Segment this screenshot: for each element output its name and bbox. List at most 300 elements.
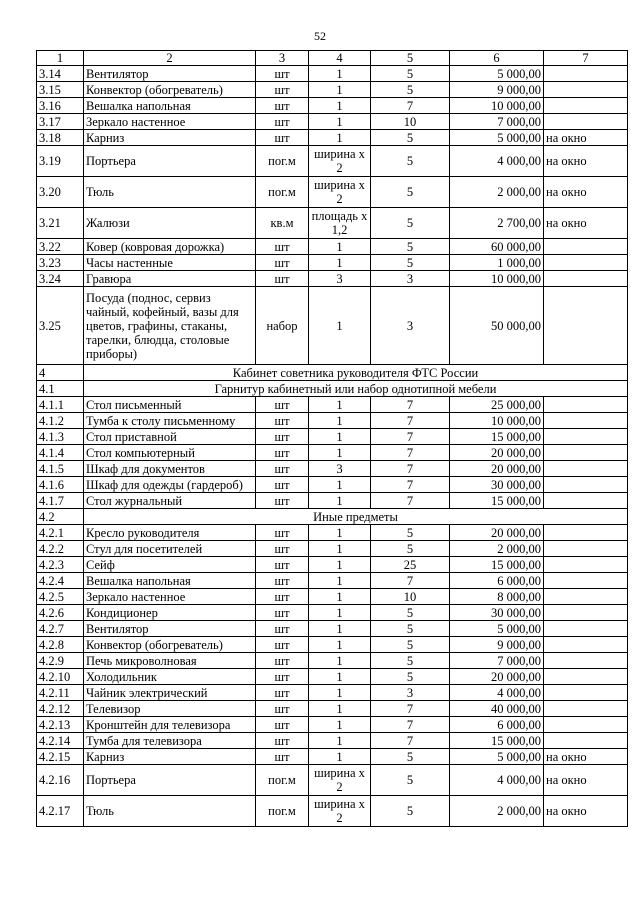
section-title-cell: Кабинет советника руководителя ФТС России bbox=[84, 365, 628, 381]
table-row bbox=[37, 82, 628, 98]
item-name-cell: Конвектор (обогреватель) bbox=[84, 637, 256, 653]
item-name-cell: Кресло руководителя bbox=[84, 525, 256, 541]
table-row bbox=[37, 717, 628, 733]
item-name-cell: Шкаф для одежды (гардероб) bbox=[84, 477, 256, 493]
note-cell bbox=[544, 685, 628, 701]
quantity-cell: 1 bbox=[309, 749, 371, 765]
note-cell bbox=[544, 461, 628, 477]
unit-cell: шт bbox=[256, 637, 309, 653]
item-number-cell: 3.16 bbox=[37, 98, 84, 114]
price-cell: 5 000,00 bbox=[450, 621, 544, 637]
table-row bbox=[37, 557, 628, 573]
item-number-cell: 4.2.8 bbox=[37, 637, 84, 653]
item-number-cell: 3.17 bbox=[37, 114, 84, 130]
item-name-cell: Стол журнальный bbox=[84, 493, 256, 509]
unit-cell: шт bbox=[256, 239, 309, 255]
note-cell: на окно bbox=[544, 796, 628, 827]
note-cell bbox=[544, 541, 628, 557]
quantity-cell: 3 bbox=[309, 271, 371, 287]
item-number-cell: 3.14 bbox=[37, 66, 84, 82]
note-cell bbox=[544, 98, 628, 114]
item-number-cell: 4.2.12 bbox=[37, 701, 84, 717]
quantity-cell: 1 bbox=[309, 557, 371, 573]
term-cell: 7 bbox=[371, 98, 450, 114]
price-cell: 25 000,00 bbox=[450, 397, 544, 413]
unit-cell: шт bbox=[256, 477, 309, 493]
quantity-cell: 1 bbox=[309, 701, 371, 717]
unit-cell: шт bbox=[256, 255, 309, 271]
quantity-cell: 1 bbox=[309, 429, 371, 445]
item-number-cell: 4.2.6 bbox=[37, 605, 84, 621]
price-cell: 30 000,00 bbox=[450, 605, 544, 621]
section-title-cell: Иные предметы bbox=[84, 509, 628, 525]
price-cell: 1 000,00 bbox=[450, 255, 544, 271]
term-cell: 10 bbox=[371, 589, 450, 605]
table-row bbox=[37, 66, 628, 82]
unit-cell: шт bbox=[256, 413, 309, 429]
section-number-cell: 4 bbox=[37, 365, 84, 381]
item-name-cell: Конвектор (обогреватель) bbox=[84, 82, 256, 98]
price-cell: 20 000,00 bbox=[450, 525, 544, 541]
item-number-cell: 4.2.11 bbox=[37, 685, 84, 701]
item-number-cell: 4.1.5 bbox=[37, 461, 84, 477]
table-row bbox=[37, 445, 628, 461]
unit-cell: набор bbox=[256, 287, 309, 365]
page-number: 52 bbox=[314, 29, 326, 43]
unit-cell: шт bbox=[256, 589, 309, 605]
term-cell: 5 bbox=[371, 146, 450, 177]
note-cell bbox=[544, 717, 628, 733]
price-cell: 10 000,00 bbox=[450, 413, 544, 429]
quantity-cell: 1 bbox=[309, 621, 371, 637]
table-row bbox=[37, 653, 628, 669]
table-row bbox=[37, 589, 628, 605]
item-number-cell: 4.2.13 bbox=[37, 717, 84, 733]
price-cell: 20 000,00 bbox=[450, 461, 544, 477]
note-cell bbox=[544, 605, 628, 621]
table-row bbox=[37, 765, 628, 796]
item-name-cell: Часы настенные bbox=[84, 255, 256, 271]
item-number-cell: 4.2.3 bbox=[37, 557, 84, 573]
table-row bbox=[37, 637, 628, 653]
section-number-cell: 4.1 bbox=[37, 381, 84, 397]
note-cell bbox=[544, 445, 628, 461]
term-cell: 5 bbox=[371, 749, 450, 765]
quantity-cell: 1 bbox=[309, 114, 371, 130]
section-number-cell: 4.2 bbox=[37, 509, 84, 525]
table-row bbox=[37, 287, 628, 365]
quantity-cell: 1 bbox=[309, 98, 371, 114]
item-name-cell: Карниз bbox=[84, 749, 256, 765]
note-cell: на окно bbox=[544, 208, 628, 239]
table-row bbox=[37, 621, 628, 637]
term-cell: 5 bbox=[371, 765, 450, 796]
table-row bbox=[37, 685, 628, 701]
unit-cell: пог.м bbox=[256, 177, 309, 208]
price-cell: 60 000,00 bbox=[450, 239, 544, 255]
header-cell: 1 bbox=[37, 51, 84, 66]
price-cell: 2 000,00 bbox=[450, 796, 544, 827]
unit-cell: шт bbox=[256, 98, 309, 114]
quantity-cell: 1 bbox=[309, 82, 371, 98]
term-cell: 10 bbox=[371, 114, 450, 130]
unit-cell: шт bbox=[256, 114, 309, 130]
item-number-cell: 3.21 bbox=[37, 208, 84, 239]
price-cell: 7 000,00 bbox=[450, 653, 544, 669]
item-name-cell: Гравюра bbox=[84, 271, 256, 287]
table-row bbox=[37, 796, 628, 827]
table-row bbox=[37, 98, 628, 114]
term-cell: 7 bbox=[371, 445, 450, 461]
table-row bbox=[37, 605, 628, 621]
table-row bbox=[37, 208, 628, 239]
price-cell: 4 000,00 bbox=[450, 765, 544, 796]
price-cell: 10 000,00 bbox=[450, 271, 544, 287]
unit-cell: шт bbox=[256, 525, 309, 541]
section-row bbox=[37, 365, 628, 381]
note-cell bbox=[544, 413, 628, 429]
header-cell: 3 bbox=[256, 51, 309, 66]
unit-cell: шт bbox=[256, 397, 309, 413]
term-cell: 5 bbox=[371, 525, 450, 541]
header-cell: 7 bbox=[544, 51, 628, 66]
item-number-cell: 4.2.9 bbox=[37, 653, 84, 669]
price-cell: 2 000,00 bbox=[450, 177, 544, 208]
term-cell: 7 bbox=[371, 493, 450, 509]
term-cell: 7 bbox=[371, 397, 450, 413]
term-cell: 25 bbox=[371, 557, 450, 573]
note-cell bbox=[544, 637, 628, 653]
note-cell bbox=[544, 573, 628, 589]
note-cell: на окно bbox=[544, 146, 628, 177]
term-cell: 5 bbox=[371, 796, 450, 827]
note-cell bbox=[544, 669, 628, 685]
item-name-cell: Тюль bbox=[84, 796, 256, 827]
unit-cell: шт bbox=[256, 749, 309, 765]
term-cell: 5 bbox=[371, 637, 450, 653]
term-cell: 5 bbox=[371, 239, 450, 255]
unit-cell: шт bbox=[256, 557, 309, 573]
table-row bbox=[37, 130, 628, 146]
term-cell: 5 bbox=[371, 255, 450, 271]
note-cell bbox=[544, 82, 628, 98]
item-number-cell: 4.1.6 bbox=[37, 477, 84, 493]
note-cell bbox=[544, 429, 628, 445]
section-title-cell: Гарнитур кабинетный или набор однотипной мебели bbox=[84, 381, 628, 397]
note-cell bbox=[544, 525, 628, 541]
quantity-cell: 1 bbox=[309, 717, 371, 733]
note-cell bbox=[544, 255, 628, 271]
price-cell: 15 000,00 bbox=[450, 429, 544, 445]
quantity-cell: ширина х 2 bbox=[309, 177, 371, 208]
quantity-cell: 1 bbox=[309, 130, 371, 146]
item-name-cell: Вентилятор bbox=[84, 66, 256, 82]
item-name-cell: Вешалка напольная bbox=[84, 98, 256, 114]
table-row bbox=[37, 177, 628, 208]
item-number-cell: 4.2.15 bbox=[37, 749, 84, 765]
unit-cell: шт bbox=[256, 669, 309, 685]
price-cell: 7 000,00 bbox=[450, 114, 544, 130]
unit-cell: шт bbox=[256, 653, 309, 669]
item-name-cell: Зеркало настенное bbox=[84, 114, 256, 130]
table-row bbox=[37, 239, 628, 255]
term-cell: 7 bbox=[371, 461, 450, 477]
quantity-cell: 1 bbox=[309, 287, 371, 365]
table-row bbox=[37, 146, 628, 177]
header-cell: 5 bbox=[371, 51, 450, 66]
table-row bbox=[37, 397, 628, 413]
item-name-cell: Холодильник bbox=[84, 669, 256, 685]
note-cell: на окно bbox=[544, 765, 628, 796]
quantity-cell: 1 bbox=[309, 239, 371, 255]
unit-cell: шт bbox=[256, 82, 309, 98]
item-number-cell: 4.2.14 bbox=[37, 733, 84, 749]
item-name-cell: Чайник электрический bbox=[84, 685, 256, 701]
term-cell: 7 bbox=[371, 429, 450, 445]
section-row bbox=[37, 381, 628, 397]
quantity-cell: ширина х 2 bbox=[309, 146, 371, 177]
unit-cell: шт bbox=[256, 717, 309, 733]
term-cell: 5 bbox=[371, 208, 450, 239]
item-name-cell: Стол письменный bbox=[84, 397, 256, 413]
note-cell: на окно bbox=[544, 130, 628, 146]
table-row bbox=[37, 461, 628, 477]
unit-cell: шт bbox=[256, 429, 309, 445]
item-name-cell: Кронштейн для телевизора bbox=[84, 717, 256, 733]
term-cell: 3 bbox=[371, 685, 450, 701]
note-cell bbox=[544, 477, 628, 493]
price-cell: 6 000,00 bbox=[450, 573, 544, 589]
item-number-cell: 3.24 bbox=[37, 271, 84, 287]
note-cell bbox=[544, 653, 628, 669]
unit-cell: пог.м bbox=[256, 796, 309, 827]
item-name-cell: Вентилятор bbox=[84, 621, 256, 637]
price-cell: 15 000,00 bbox=[450, 557, 544, 573]
item-name-cell: Зеркало настенное bbox=[84, 589, 256, 605]
note-cell bbox=[544, 557, 628, 573]
item-number-cell: 3.18 bbox=[37, 130, 84, 146]
item-number-cell: 4.2.7 bbox=[37, 621, 84, 637]
term-cell: 3 bbox=[371, 271, 450, 287]
term-cell: 5 bbox=[371, 66, 450, 82]
note-cell bbox=[544, 733, 628, 749]
header-cell: 4 bbox=[309, 51, 371, 66]
unit-cell: шт bbox=[256, 493, 309, 509]
price-cell: 15 000,00 bbox=[450, 733, 544, 749]
unit-cell: шт bbox=[256, 461, 309, 477]
table-row bbox=[37, 701, 628, 717]
header-cell: 6 bbox=[450, 51, 544, 66]
quantity-cell: 1 bbox=[309, 589, 371, 605]
price-cell: 2 000,00 bbox=[450, 541, 544, 557]
quantity-cell: 1 bbox=[309, 605, 371, 621]
quantity-cell: 1 bbox=[309, 669, 371, 685]
unit-cell: кв.м bbox=[256, 208, 309, 239]
quantity-cell: 1 bbox=[309, 685, 371, 701]
price-cell: 20 000,00 bbox=[450, 445, 544, 461]
item-name-cell: Стол приставной bbox=[84, 429, 256, 445]
term-cell: 3 bbox=[371, 287, 450, 365]
price-cell: 8 000,00 bbox=[450, 589, 544, 605]
term-cell: 7 bbox=[371, 573, 450, 589]
note-cell bbox=[544, 114, 628, 130]
item-name-cell: Тюль bbox=[84, 177, 256, 208]
quantity-cell: площадь х 1,2 bbox=[309, 208, 371, 239]
unit-cell: шт bbox=[256, 445, 309, 461]
section-row bbox=[37, 509, 628, 525]
quantity-cell: 1 bbox=[309, 255, 371, 271]
table-row bbox=[37, 525, 628, 541]
item-number-cell: 4.2.2 bbox=[37, 541, 84, 557]
price-cell: 5 000,00 bbox=[450, 130, 544, 146]
table-row bbox=[37, 413, 628, 429]
item-name-cell: Карниз bbox=[84, 130, 256, 146]
price-cell: 4 000,00 bbox=[450, 146, 544, 177]
item-name-cell: Тумба к столу письменному bbox=[84, 413, 256, 429]
item-name-cell: Тумба для телевизора bbox=[84, 733, 256, 749]
item-number-cell: 3.23 bbox=[37, 255, 84, 271]
unit-cell: шт bbox=[256, 621, 309, 637]
unit-cell: пог.м bbox=[256, 765, 309, 796]
item-name-cell: Телевизор bbox=[84, 701, 256, 717]
quantity-cell: 3 bbox=[309, 461, 371, 477]
item-name-cell: Посуда (поднос, сервиз чайный, кофейный, вазы для цветов, графины, стаканы, тарелки, блюдца, столовые приборы) bbox=[84, 287, 256, 365]
term-cell: 7 bbox=[371, 477, 450, 493]
item-number-cell: 4.1.1 bbox=[37, 397, 84, 413]
note-cell bbox=[544, 239, 628, 255]
term-cell: 5 bbox=[371, 621, 450, 637]
term-cell: 7 bbox=[371, 733, 450, 749]
note-cell bbox=[544, 701, 628, 717]
price-cell: 10 000,00 bbox=[450, 98, 544, 114]
quantity-cell: ширина х 2 bbox=[309, 765, 371, 796]
price-cell: 5 000,00 bbox=[450, 749, 544, 765]
quantity-cell: 1 bbox=[309, 653, 371, 669]
price-cell: 2 700,00 bbox=[450, 208, 544, 239]
quantity-cell: 1 bbox=[309, 733, 371, 749]
price-cell: 20 000,00 bbox=[450, 669, 544, 685]
item-number-cell: 4.2.4 bbox=[37, 573, 84, 589]
item-name-cell: Сейф bbox=[84, 557, 256, 573]
item-name-cell: Печь микроволновая bbox=[84, 653, 256, 669]
quantity-cell: 1 bbox=[309, 525, 371, 541]
unit-cell: шт bbox=[256, 733, 309, 749]
table-row bbox=[37, 114, 628, 130]
table-header-row bbox=[37, 51, 628, 66]
item-name-cell: Шкаф для документов bbox=[84, 461, 256, 477]
item-number-cell: 3.15 bbox=[37, 82, 84, 98]
table-row bbox=[37, 493, 628, 509]
quantity-cell: 1 bbox=[309, 573, 371, 589]
unit-cell: пог.м bbox=[256, 146, 309, 177]
item-number-cell: 4.1.4 bbox=[37, 445, 84, 461]
quantity-cell: ширина х 2 bbox=[309, 796, 371, 827]
price-cell: 5 000,00 bbox=[450, 66, 544, 82]
item-name-cell: Ковер (ковровая дорожка) bbox=[84, 239, 256, 255]
header-cell: 2 bbox=[84, 51, 256, 66]
quantity-cell: 1 bbox=[309, 541, 371, 557]
unit-cell: шт bbox=[256, 685, 309, 701]
item-number-cell: 3.22 bbox=[37, 239, 84, 255]
note-cell bbox=[544, 66, 628, 82]
note-cell bbox=[544, 621, 628, 637]
item-number-cell: 4.2.10 bbox=[37, 669, 84, 685]
item-number-cell: 4.2.16 bbox=[37, 765, 84, 796]
item-name-cell: Жалюзи bbox=[84, 208, 256, 239]
term-cell: 5 bbox=[371, 82, 450, 98]
price-cell: 9 000,00 bbox=[450, 82, 544, 98]
price-cell: 4 000,00 bbox=[450, 685, 544, 701]
item-name-cell: Вешалка напольная bbox=[84, 573, 256, 589]
term-cell: 7 bbox=[371, 701, 450, 717]
note-cell: на окно bbox=[544, 177, 628, 208]
item-number-cell: 4.1.3 bbox=[37, 429, 84, 445]
term-cell: 5 bbox=[371, 177, 450, 208]
quantity-cell: 1 bbox=[309, 477, 371, 493]
unit-cell: шт bbox=[256, 130, 309, 146]
unit-cell: шт bbox=[256, 573, 309, 589]
note-cell bbox=[544, 589, 628, 605]
note-cell: на окно bbox=[544, 749, 628, 765]
table-row bbox=[37, 669, 628, 685]
quantity-cell: 1 bbox=[309, 413, 371, 429]
table-row bbox=[37, 733, 628, 749]
item-number-cell: 4.1.7 bbox=[37, 493, 84, 509]
term-cell: 7 bbox=[371, 717, 450, 733]
unit-cell: шт bbox=[256, 66, 309, 82]
unit-cell: шт bbox=[256, 271, 309, 287]
item-number-cell: 4.1.2 bbox=[37, 413, 84, 429]
table-row bbox=[37, 749, 628, 765]
note-cell bbox=[544, 271, 628, 287]
table-row bbox=[37, 477, 628, 493]
price-cell: 6 000,00 bbox=[450, 717, 544, 733]
quantity-cell: 1 bbox=[309, 493, 371, 509]
term-cell: 5 bbox=[371, 130, 450, 146]
unit-cell: шт bbox=[256, 541, 309, 557]
price-cell: 40 000,00 bbox=[450, 701, 544, 717]
quantity-cell: 1 bbox=[309, 66, 371, 82]
price-cell: 15 000,00 bbox=[450, 493, 544, 509]
table-row bbox=[37, 541, 628, 557]
price-cell: 50 000,00 bbox=[450, 287, 544, 365]
item-number-cell: 3.19 bbox=[37, 146, 84, 177]
table-row bbox=[37, 573, 628, 589]
item-name-cell: Кондиционер bbox=[84, 605, 256, 621]
term-cell: 7 bbox=[371, 413, 450, 429]
price-cell: 30 000,00 bbox=[450, 477, 544, 493]
term-cell: 5 bbox=[371, 541, 450, 557]
term-cell: 5 bbox=[371, 669, 450, 685]
quantity-cell: 1 bbox=[309, 397, 371, 413]
item-name-cell: Портьера bbox=[84, 146, 256, 177]
item-number-cell: 4.2.17 bbox=[37, 796, 84, 827]
quantity-cell: 1 bbox=[309, 637, 371, 653]
unit-cell: шт bbox=[256, 605, 309, 621]
table-row bbox=[37, 255, 628, 271]
term-cell: 5 bbox=[371, 605, 450, 621]
note-cell bbox=[544, 493, 628, 509]
item-name-cell: Стол компьютерный bbox=[84, 445, 256, 461]
term-cell: 5 bbox=[371, 653, 450, 669]
price-cell: 9 000,00 bbox=[450, 637, 544, 653]
norms-table bbox=[36, 50, 628, 827]
note-cell bbox=[544, 397, 628, 413]
item-name-cell: Портьера bbox=[84, 765, 256, 796]
item-number-cell: 4.2.1 bbox=[37, 525, 84, 541]
item-name-cell: Стул для посетителей bbox=[84, 541, 256, 557]
unit-cell: шт bbox=[256, 701, 309, 717]
